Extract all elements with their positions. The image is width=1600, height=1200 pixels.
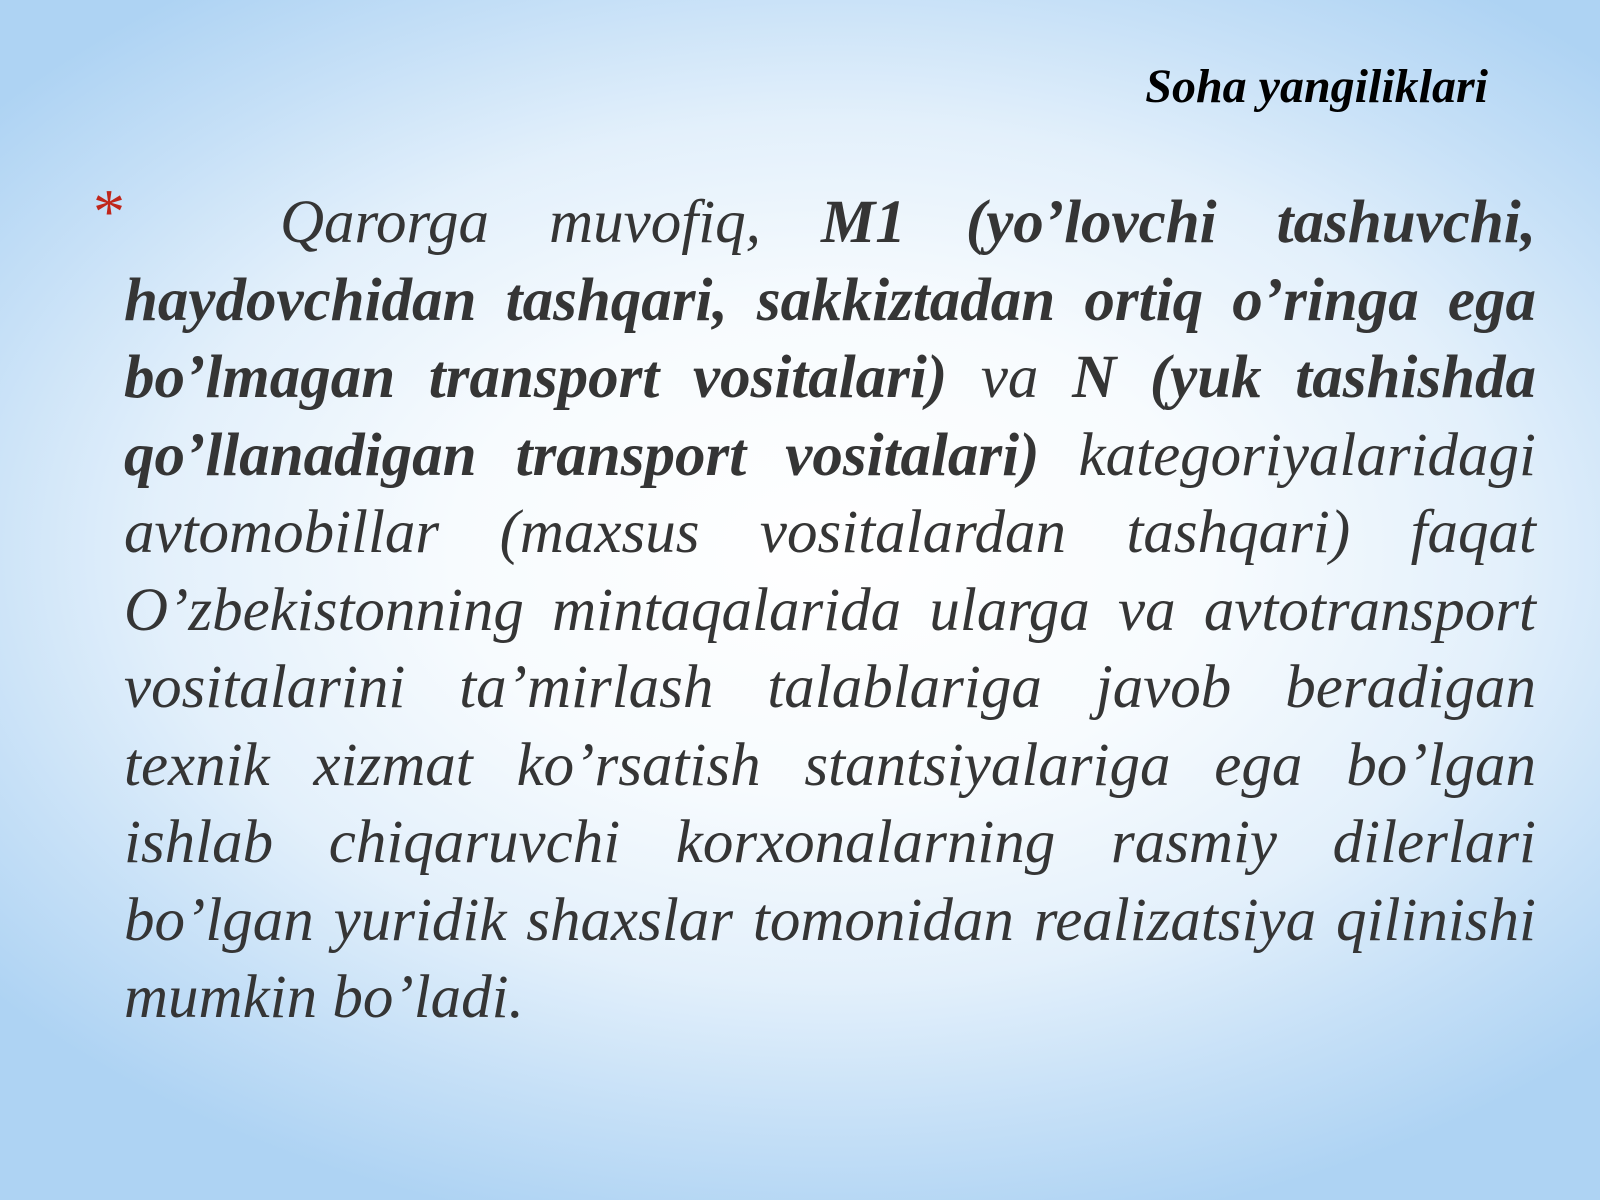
text-run-conjunction: va	[947, 344, 1073, 411]
slide-title: Soha yangiliklari	[1145, 60, 1488, 113]
bullet-star-icon: *	[93, 176, 125, 247]
text-run-m1-definition: M1 (yo’lovchi tashuvchi, haydovchidan tashqari, sakkiztadan ortiq o’ringa ega bo’lmagan transport vositalari)	[124, 189, 1536, 411]
text-run-body: kategoriyalaridagi avtomobillar (maxsus vositalardan tashqari) faqat O’zbekistonning mintaqalarida ularga va avtotransport vositalarini ta’mirlash talablariga javob beradigan texnik xizmat ko’rsatish stantsiyalariga ega bo’lgan ishlab chiqaruvchi korxonalarning rasmiy dilerlari bo’lgan yuridik shaxslar tomonidan realizatsiya qilinishi mumkin bo’ladi.	[124, 421, 1536, 1031]
text-run-n-definition: N (yuk tashishda qo’llanadigan transport vositalari)	[124, 344, 1537, 489]
body-paragraph	[124, 184, 1536, 1037]
text-run-intro: Qarorga muvofiq,	[280, 189, 822, 256]
